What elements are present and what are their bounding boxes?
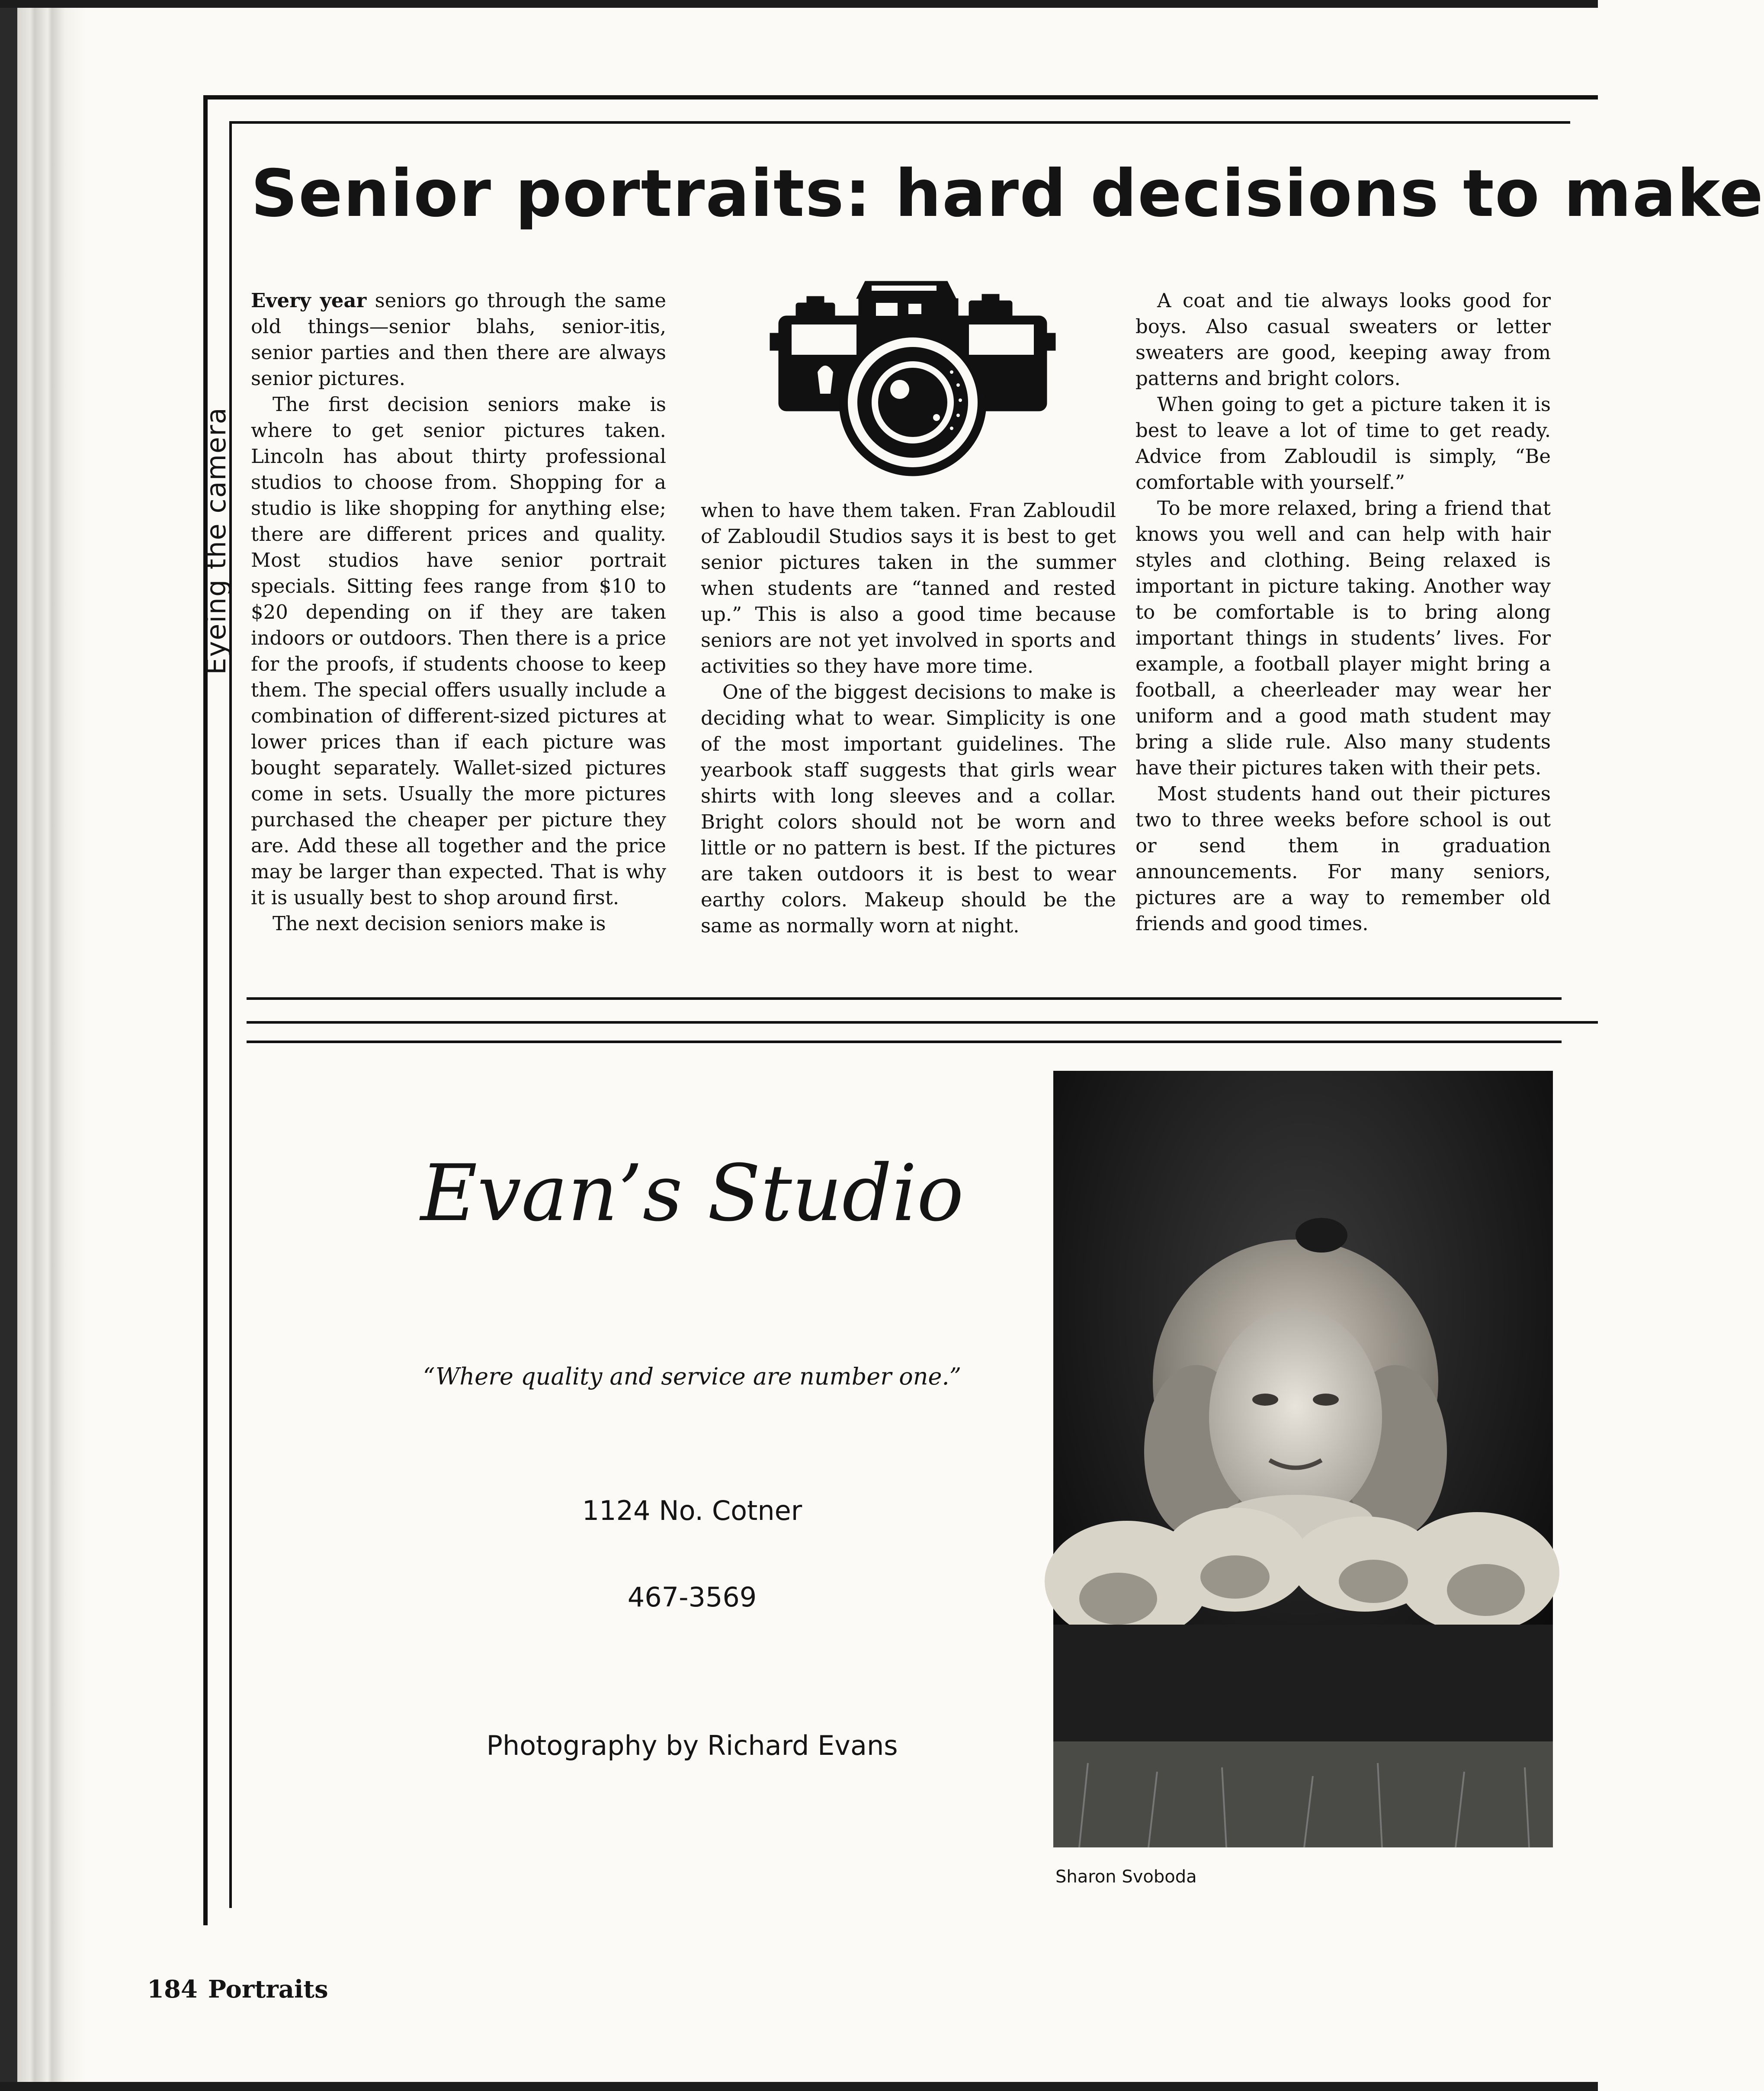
article-column-3	[1135, 288, 1551, 937]
article-paragraph: The next decision seniors make is	[273, 912, 606, 935]
article-paragraph: when to have them taken. Fran Zabloudil of Zabloudil Studios says it is best to get senior pictures taken in the summer when students are “tanned and rested up.” This is also a good time because seniors are not yet involved in sports and activities so they have more time.	[701, 499, 1116, 678]
article-paragraph	[251, 288, 666, 392]
folio-section: Portraits	[208, 1975, 328, 2004]
divider-rule-3	[247, 1041, 1562, 1043]
portrait-photo	[1053, 1071, 1553, 1847]
article-paragraph-text: seniors go through the same old things—senior blahs, senior-itis, senior parties and then there are always senior pictures.	[251, 289, 666, 390]
article-paragraph: When going to get a picture taken it is best to leave a lot of time to get ready. Advice from Zabloudil is simply, “Be comfortable with yourself.”	[1135, 393, 1551, 494]
frame-rule-left-inner	[229, 121, 232, 1908]
article-column-1	[251, 288, 666, 937]
article-lead-words: Every year	[251, 289, 367, 312]
article-paragraph: One of the biggest decisions to make is deciding what to wear. Simplicity is one of the most important guidelines. The yearbook staff suggests that girls wear shirts with long sleeves and a collar. Bright colors should not be worn and little or no pattern is best. If the pictures are taken outdoors it is best to wear earthy colors. Makeup should be the same as normally worn at night.	[701, 681, 1116, 937]
book-binding-edge	[0, 0, 87, 2091]
ad-studio-name: Evan’s Studio	[420, 1148, 964, 1239]
frame-rule-top-outer	[203, 95, 1598, 100]
section-tab: Eyeing the camera	[200, 407, 232, 675]
camera-illustration	[766, 273, 1060, 489]
frame-rule-top-inner	[229, 121, 1570, 124]
headline: Senior portraits: hard decisions to make	[251, 156, 1764, 231]
ad-slogan: “Where quality and service are number one.”	[423, 1363, 962, 1390]
article-paragraph: To be more relaxed, bring a friend that knows you well and can help with hair styles and clothing. Being relaxed is important in picture taking. Another way to be comfortable is to bring along important things in students’ lives. For example, a football player might bring a football, a cheerleader may wear her uniform and a good math student may bring a slide rule. Also many students have their pictures taken with their pets.	[1135, 497, 1551, 779]
frame-rule-left-outer	[203, 95, 208, 1925]
ad-phone: 467-3569	[627, 1581, 757, 1613]
divider-rule-2	[247, 1021, 1598, 1024]
page-bottom-edge	[0, 2082, 1598, 2091]
article-paragraph: A coat and tie always looks good for boys. Also casual sweaters or letter sweaters are good, keeping away from patterns and bright colors.	[1135, 289, 1551, 390]
page-folio	[147, 1975, 328, 2004]
divider-rule-1	[247, 997, 1562, 1000]
photo-caption: Sharon Svoboda	[1055, 1867, 1197, 1887]
article-column-2	[701, 498, 1116, 939]
article-paragraph: The first decision seniors make is where to get senior pictures taken. Lincoln has about thirty professional studios to choose from. Shopping for a studio is like shopping for anything else; there are different prices and quality. Most studios have senior portrait specials. Sitting fees range from $10 to $20 depending on if they are taken indoors or outdoors. Then there is a price for the proofs, if students choose to keep them. The special offers usually include a combination of different-sized pictures at lower prices than if each picture was bought separately. Wallet-sized pictures come in sets. Usually the more pictures purchased the cheaper per picture they are. Add these all together and the price may be larger than expected. That is why it is usually best to shop around first.	[251, 393, 666, 909]
page-number: 184	[147, 1975, 198, 2004]
article-paragraph: Most students hand out their pictures two to three weeks before school is out or send them in graduation announcements. For many seniors, pictures are a way to remember old friends and good times.	[1135, 782, 1551, 935]
ad-photo-credit: Photography by Richard Evans	[486, 1730, 898, 1761]
page-top-edge	[0, 0, 1598, 8]
ad-address: 1124 No. Cotner	[582, 1495, 802, 1526]
